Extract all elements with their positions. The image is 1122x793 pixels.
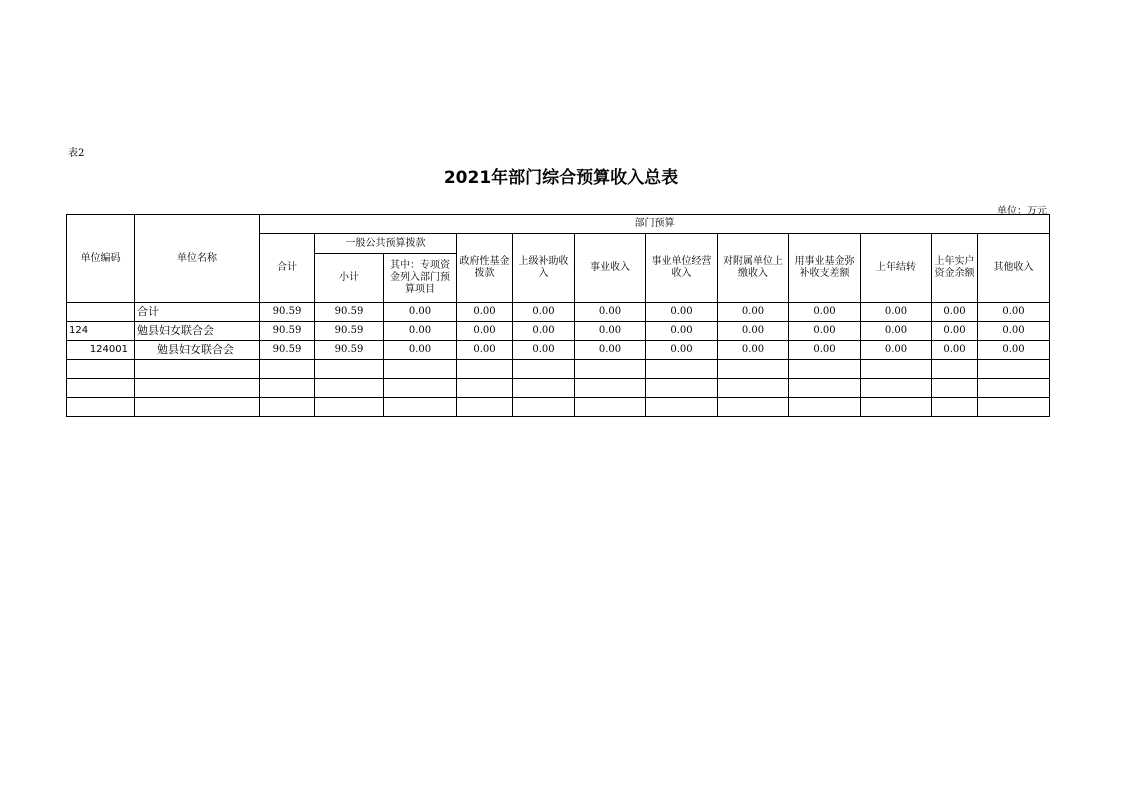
cell-value: 0.00 [646,322,718,341]
empty-cell [260,398,315,417]
cell-value: 0.00 [646,303,718,322]
empty-cell [260,379,315,398]
empty-cell [457,360,513,379]
empty-cell [861,398,932,417]
header-row-1 [67,215,1050,234]
cell-value: 0.00 [457,322,513,341]
cell-code: 124 [67,322,135,341]
empty-cell [789,398,861,417]
cell-value: 0.00 [789,322,861,341]
table-number-label: 表2 [68,148,85,159]
empty-cell [384,398,457,417]
col-header-unit-code: 单位编码 [67,215,135,303]
cell-value: 0.00 [861,322,932,341]
cell-value: 0.00 [718,303,789,322]
cell-value: 0.00 [932,303,978,322]
col-header-unit-name: 单位名称 [135,215,260,303]
cell-name: 勉县妇女联合会 [135,322,260,341]
empty-cell [861,360,932,379]
empty-cell [384,360,457,379]
cell-name: 勉县妇女联合会 [135,341,260,360]
cell-value: 0.00 [513,303,575,322]
col-header-business-operating: 事业单位经营收入 [646,234,718,303]
empty-cell [575,398,646,417]
cell-value: 0.00 [978,303,1050,322]
cell-value: 90.59 [260,322,315,341]
table-row [67,341,1050,360]
col-header-total: 合计 [260,234,315,303]
cell-value: 0.00 [384,322,457,341]
col-header-fund-offset: 用事业基金弥补收支差额 [789,234,861,303]
empty-cell [67,360,135,379]
empty-cell [513,360,575,379]
table-row-empty [67,379,1050,398]
col-header-gov-fund: 政府性基金拨款 [457,234,513,303]
empty-cell [646,379,718,398]
empty-cell [315,360,384,379]
empty-cell [646,360,718,379]
cell-value: 90.59 [315,303,384,322]
cell-code [67,303,135,322]
cell-value: 0.00 [932,322,978,341]
table-row-empty [67,360,1050,379]
cell-code: 124001 [67,341,135,360]
empty-cell [978,360,1050,379]
cell-value: 90.59 [260,341,315,360]
empty-cell [789,360,861,379]
col-header-general-budget: 一般公共预算拨款 [315,234,457,254]
cell-value: 0.00 [789,303,861,322]
cell-value: 90.59 [260,303,315,322]
empty-cell [978,379,1050,398]
cell-value: 0.00 [457,303,513,322]
col-header-subtotal: 小计 [315,254,384,303]
empty-cell [575,360,646,379]
cell-value: 0.00 [718,341,789,360]
cell-value: 0.00 [789,341,861,360]
cell-value: 0.00 [513,322,575,341]
unit-label: 单位：万元 [997,206,1047,217]
cell-value: 0.00 [575,303,646,322]
empty-cell [384,379,457,398]
table-row [67,322,1050,341]
empty-cell [861,379,932,398]
col-header-subordinate-payment: 对附属单位上缴收入 [718,234,789,303]
empty-cell [135,398,260,417]
empty-cell [932,398,978,417]
cell-value: 0.00 [861,303,932,322]
empty-cell [135,379,260,398]
cell-value: 0.00 [978,341,1050,360]
page-title: 2021年部门综合预算收入总表 [443,168,679,188]
empty-cell [932,360,978,379]
cell-value: 0.00 [575,341,646,360]
cell-value: 0.00 [384,341,457,360]
empty-cell [718,398,789,417]
cell-value: 90.59 [315,341,384,360]
empty-cell [932,379,978,398]
col-header-other-income: 其他收入 [978,234,1050,303]
empty-cell [789,379,861,398]
empty-cell [457,379,513,398]
empty-cell [67,398,135,417]
empty-cell [718,360,789,379]
budget-income-table [66,214,1050,417]
empty-cell [260,360,315,379]
cell-value: 0.00 [932,341,978,360]
col-header-prior-carryover: 上年结转 [861,234,932,303]
cell-name: 合计 [135,303,260,322]
cell-value: 0.00 [718,322,789,341]
empty-cell [315,398,384,417]
col-header-superior-subsidy: 上级补助收入 [513,234,575,303]
table-row-total [67,303,1050,322]
col-header-dept-budget: 部门预算 [260,215,1050,234]
cell-value: 0.00 [575,322,646,341]
empty-cell [315,379,384,398]
col-header-prior-balance: 上年实户资金余额 [932,234,978,303]
cell-value: 90.59 [315,322,384,341]
col-header-special-funds: 其中：专项资金列入部门预算项目 [384,254,457,303]
empty-cell [135,360,260,379]
empty-cell [457,398,513,417]
empty-cell [718,379,789,398]
cell-value: 0.00 [978,322,1050,341]
empty-cell [67,379,135,398]
empty-cell [646,398,718,417]
empty-cell [513,398,575,417]
empty-cell [575,379,646,398]
cell-value: 0.00 [646,341,718,360]
col-header-business-income: 事业收入 [575,234,646,303]
cell-value: 0.00 [513,341,575,360]
empty-cell [978,398,1050,417]
cell-value: 0.00 [861,341,932,360]
empty-cell [513,379,575,398]
cell-value: 0.00 [384,303,457,322]
cell-value: 0.00 [457,341,513,360]
table-row-empty [67,398,1050,417]
